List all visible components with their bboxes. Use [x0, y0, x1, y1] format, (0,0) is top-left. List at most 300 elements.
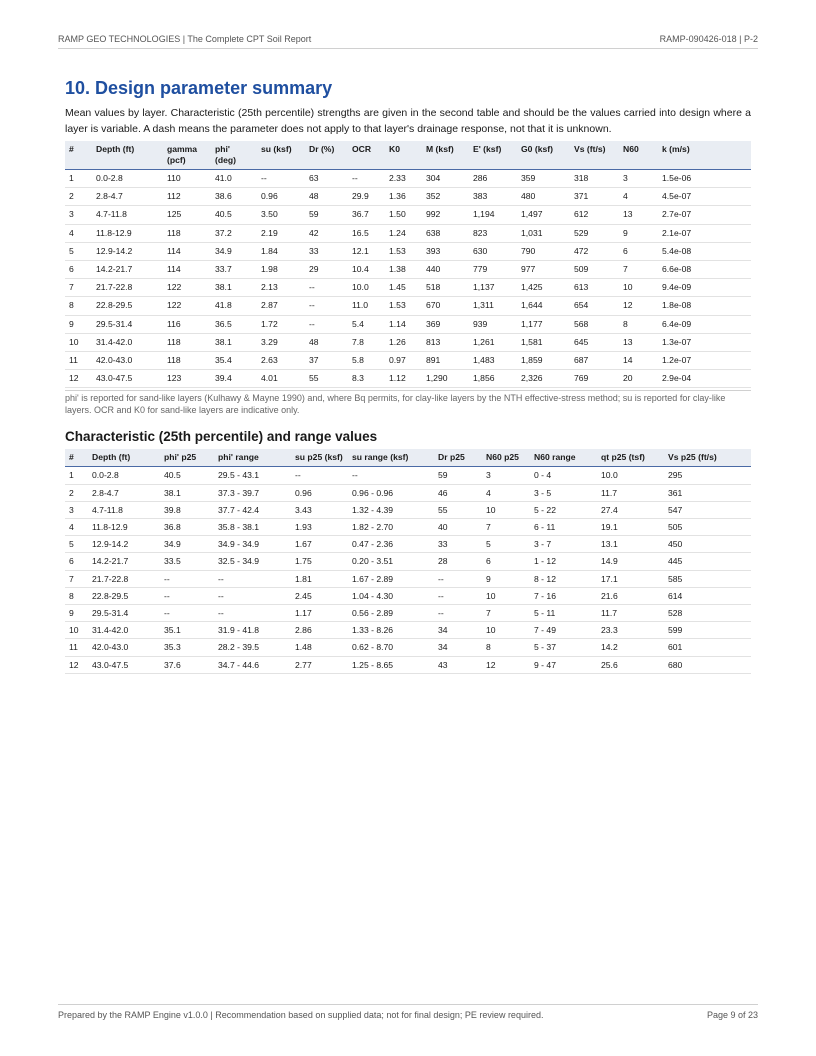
table-row: [65, 639, 751, 656]
table-cell: 5.8: [348, 352, 385, 370]
table-cell: 5.4: [348, 315, 385, 333]
table-cell: 14.9: [597, 553, 664, 570]
table-cell: 123: [163, 370, 211, 388]
table-cell: 670: [422, 297, 469, 315]
table-cell: 37.7 - 42.4: [214, 501, 291, 518]
table-cell: 31.4-42.0: [92, 333, 163, 351]
table-row: [65, 656, 751, 673]
table-cell: 33.5: [160, 553, 214, 570]
table-row: [65, 279, 751, 297]
table-cell: 2.87: [257, 297, 305, 315]
table-cell: 7: [65, 279, 92, 297]
table-row: [65, 553, 751, 570]
table-cell: 2: [65, 484, 88, 501]
table-cell: 10: [65, 622, 88, 639]
table-cell: 1.33 - 8.26: [348, 622, 434, 639]
column-header: M (ksf): [422, 141, 469, 170]
table-cell: 36.8: [160, 519, 214, 536]
table-row: [65, 587, 751, 604]
table-cell: 304: [422, 170, 469, 188]
table-cell: 32.5 - 34.9: [214, 553, 291, 570]
table-cell: 638: [422, 224, 469, 242]
table-cell: 369: [422, 315, 469, 333]
table-cell: 8.3: [348, 370, 385, 388]
table-cell: 12.9-14.2: [88, 536, 160, 553]
table-cell: 2.7e-07: [658, 206, 751, 224]
table-cell: 939: [469, 315, 517, 333]
table-cell: 34.9: [211, 242, 257, 260]
table-cell: 6.6e-08: [658, 261, 751, 279]
table-cell: 40.5: [211, 206, 257, 224]
table-cell: 4.01: [257, 370, 305, 388]
table-cell: 480: [517, 188, 570, 206]
table-cell: 40.5: [160, 467, 214, 484]
table-row: [65, 333, 751, 351]
table-row: [65, 519, 751, 536]
table-cell: 43.0-47.5: [92, 370, 163, 388]
table-cell: 12: [65, 656, 88, 673]
table-cell: 509: [570, 261, 619, 279]
table-cell: 125: [163, 206, 211, 224]
table-cell: 19.1: [597, 519, 664, 536]
table-cell: 2.77: [291, 656, 348, 673]
table-cell: 3.29: [257, 333, 305, 351]
table-cell: 38.1: [160, 484, 214, 501]
table-cell: --: [214, 587, 291, 604]
table-cell: 645: [570, 333, 619, 351]
table-cell: 48: [305, 333, 348, 351]
table-cell: 34.9 - 34.9: [214, 536, 291, 553]
table-cell: 11.8-12.9: [92, 224, 163, 242]
table-cell: 35.3: [160, 639, 214, 656]
table-cell: 0.96: [257, 188, 305, 206]
table-cell: 38.1: [211, 279, 257, 297]
table-cell: 1.53: [385, 242, 422, 260]
table-cell: 1.3e-07: [658, 333, 751, 351]
table-cell: 118: [163, 333, 211, 351]
table-cell: 599: [664, 622, 751, 639]
table-cell: 1.82 - 2.70: [348, 519, 434, 536]
table-cell: 2.8-4.7: [92, 188, 163, 206]
table-cell: 16.5: [348, 224, 385, 242]
table-row: [65, 315, 751, 333]
table-cell: 14: [619, 352, 658, 370]
table-cell: 10.4: [348, 261, 385, 279]
table-cell: 37.6: [160, 656, 214, 673]
table-cell: 5 - 37: [530, 639, 597, 656]
table-cell: 585: [664, 570, 751, 587]
table-cell: 4: [65, 519, 88, 536]
table-cell: 35.8 - 38.1: [214, 519, 291, 536]
table-cell: 568: [570, 315, 619, 333]
table-cell: 601: [664, 639, 751, 656]
column-header: N60 range: [530, 449, 597, 467]
table-cell: 5.4e-08: [658, 242, 751, 260]
table-cell: 14.2: [597, 639, 664, 656]
table-cell: 43: [434, 656, 482, 673]
table-cell: 1.48: [291, 639, 348, 656]
table-cell: 112: [163, 188, 211, 206]
table-header-row: [65, 449, 751, 467]
table-cell: 0.47 - 2.36: [348, 536, 434, 553]
table-cell: --: [214, 570, 291, 587]
table-cell: 59: [434, 467, 482, 484]
table-cell: 0 - 4: [530, 467, 597, 484]
table-cell: 613: [570, 279, 619, 297]
table-cell: 42: [305, 224, 348, 242]
column-header: Depth (ft): [88, 449, 160, 467]
table-cell: 1: [65, 467, 88, 484]
table-cell: 0.56 - 2.89: [348, 605, 434, 622]
table-cell: 4: [482, 484, 530, 501]
table-cell: 10: [65, 333, 92, 351]
table-cell: 7: [65, 570, 88, 587]
table-cell: 14.2-21.7: [88, 553, 160, 570]
table-cell: 5: [65, 536, 88, 553]
table-cell: 2.86: [291, 622, 348, 639]
table-cell: 1.93: [291, 519, 348, 536]
table-cell: 518: [422, 279, 469, 297]
table-cell: 1,137: [469, 279, 517, 297]
table-cell: 977: [517, 261, 570, 279]
table-cell: 1.32 - 4.39: [348, 501, 434, 518]
characteristic-table-title: Characteristic (25th percentile) and range values: [65, 429, 378, 445]
table-header-row: [65, 141, 751, 170]
table-cell: 1.24: [385, 224, 422, 242]
table-cell: 1,483: [469, 352, 517, 370]
table-cell: 33: [305, 242, 348, 260]
column-header: phi' p25: [160, 449, 214, 467]
table-cell: 10: [482, 501, 530, 518]
table-cell: 39.4: [211, 370, 257, 388]
table-cell: 35.4: [211, 352, 257, 370]
table-cell: 2.33: [385, 170, 422, 188]
table-cell: 1,859: [517, 352, 570, 370]
table-cell: 3: [482, 467, 530, 484]
column-header: Vs p25 (ft/s): [664, 449, 751, 467]
table-cell: 1,856: [469, 370, 517, 388]
table-cell: 35.1: [160, 622, 214, 639]
table-cell: 29: [305, 261, 348, 279]
column-header: su p25 (ksf): [291, 449, 348, 467]
page-footer: [58, 1004, 758, 1020]
table-cell: 1.2e-07: [658, 352, 751, 370]
table-cell: 9: [482, 570, 530, 587]
table-cell: 46: [434, 484, 482, 501]
table-row: [65, 484, 751, 501]
table-note: phi' is reported for sand-like layers (Kulhawy & Mayne 1990) and, where Bq permits, for clay-like layers by the NTH effective-stress method; su is reported for clay-like layers. OCR and K0 for sand-like layers are indicative only.: [65, 390, 751, 416]
table-row: [65, 242, 751, 260]
table-cell: 20: [619, 370, 658, 388]
table-cell: 34.7 - 44.6: [214, 656, 291, 673]
table-cell: 7: [482, 605, 530, 622]
column-header: Depth (ft): [92, 141, 163, 170]
table-cell: 1,581: [517, 333, 570, 351]
table-row: [65, 467, 751, 484]
table-cell: 8: [619, 315, 658, 333]
table-cell: 9: [65, 605, 88, 622]
table-cell: 1.25 - 8.65: [348, 656, 434, 673]
table-row: [65, 622, 751, 639]
table-cell: --: [305, 297, 348, 315]
table-cell: 116: [163, 315, 211, 333]
table-cell: 114: [163, 261, 211, 279]
table-cell: 371: [570, 188, 619, 206]
table-cell: 1.14: [385, 315, 422, 333]
table-cell: 63: [305, 170, 348, 188]
table-cell: 33.7: [211, 261, 257, 279]
table-cell: 286: [469, 170, 517, 188]
table-cell: 1.75: [291, 553, 348, 570]
table-cell: 505: [664, 519, 751, 536]
table-cell: 361: [664, 484, 751, 501]
table-cell: 0.96: [291, 484, 348, 501]
table-cell: 38.1: [211, 333, 257, 351]
table-cell: 12: [482, 656, 530, 673]
table-cell: 1.72: [257, 315, 305, 333]
table-row: [65, 605, 751, 622]
table-cell: 992: [422, 206, 469, 224]
table-cell: 1.98: [257, 261, 305, 279]
table-cell: --: [434, 570, 482, 587]
table-cell: 28.2 - 39.5: [214, 639, 291, 656]
table-cell: 790: [517, 242, 570, 260]
table-cell: 9: [619, 224, 658, 242]
table-cell: 4.7-11.8: [88, 501, 160, 518]
table-cell: 55: [305, 370, 348, 388]
table-row: [65, 536, 751, 553]
table-cell: 10: [482, 587, 530, 604]
table-cell: 1,497: [517, 206, 570, 224]
table-cell: 4: [619, 188, 658, 206]
table-cell: 27.4: [597, 501, 664, 518]
table-cell: 654: [570, 297, 619, 315]
table-cell: 352: [422, 188, 469, 206]
table-cell: 9.4e-09: [658, 279, 751, 297]
column-header: gamma (pcf): [163, 141, 211, 170]
table-cell: 1,031: [517, 224, 570, 242]
table-cell: 37.3 - 39.7: [214, 484, 291, 501]
table-cell: 1.17: [291, 605, 348, 622]
table-cell: 9 - 47: [530, 656, 597, 673]
table-cell: --: [434, 605, 482, 622]
column-header: k (m/s): [658, 141, 751, 170]
table-cell: 8: [482, 639, 530, 656]
table-cell: 1.45: [385, 279, 422, 297]
table-cell: 55: [434, 501, 482, 518]
table-cell: 22.8-29.5: [88, 587, 160, 604]
column-header: E' (ksf): [469, 141, 517, 170]
table-cell: 41.0: [211, 170, 257, 188]
table-cell: --: [348, 170, 385, 188]
table-cell: 2.19: [257, 224, 305, 242]
table-cell: --: [257, 170, 305, 188]
table-cell: 7.8: [348, 333, 385, 351]
table-cell: --: [305, 279, 348, 297]
table-row: [65, 261, 751, 279]
header-right: RAMP-090426-018 | P-2: [659, 34, 758, 44]
table-cell: --: [305, 315, 348, 333]
table-cell: 8 - 12: [530, 570, 597, 587]
column-header: N60 p25: [482, 449, 530, 467]
column-header: #: [65, 449, 88, 467]
table-cell: 2.1e-07: [658, 224, 751, 242]
table-cell: 25.6: [597, 656, 664, 673]
table-cell: 13.1: [597, 536, 664, 553]
section-intro: Mean values by layer. Characteristic (25th percentile) strengths are given in the second table and should be the values carried into design where a layer is variable. A dash means the parameter does not apply to that layer's drainage response, not that it is unknown.: [65, 107, 751, 135]
table-row: [65, 170, 751, 188]
table-cell: 1.36: [385, 188, 422, 206]
column-header: G0 (ksf): [517, 141, 570, 170]
table-cell: 2.63: [257, 352, 305, 370]
table-cell: 38.6: [211, 188, 257, 206]
column-header: OCR: [348, 141, 385, 170]
table-cell: 12.9-14.2: [92, 242, 163, 260]
table-cell: 22.8-29.5: [92, 297, 163, 315]
table-cell: 1.5e-06: [658, 170, 751, 188]
table-cell: 3.43: [291, 501, 348, 518]
table-cell: 40: [434, 519, 482, 536]
table-cell: 528: [664, 605, 751, 622]
table-cell: 2,326: [517, 370, 570, 388]
column-header: phi' (deg): [211, 141, 257, 170]
column-header: K0: [385, 141, 422, 170]
table-cell: 2: [65, 188, 92, 206]
table-cell: 1.50: [385, 206, 422, 224]
table-cell: 21.7-22.8: [92, 279, 163, 297]
table-cell: 1.12: [385, 370, 422, 388]
table-cell: 2.8-4.7: [88, 484, 160, 501]
table-cell: 4.5e-07: [658, 188, 751, 206]
table-cell: 3: [65, 206, 92, 224]
table-cell: 359: [517, 170, 570, 188]
table-cell: 0.96 - 0.96: [348, 484, 434, 501]
table-cell: 11.7: [597, 484, 664, 501]
table-cell: 2.9e-04: [658, 370, 751, 388]
table-cell: 680: [664, 656, 751, 673]
table-cell: 122: [163, 297, 211, 315]
table-cell: 3 - 7: [530, 536, 597, 553]
table-cell: 21.7-22.8: [88, 570, 160, 587]
table-cell: 1,290: [422, 370, 469, 388]
table-cell: --: [160, 587, 214, 604]
table-cell: 295: [664, 467, 751, 484]
main-content: [65, 77, 751, 674]
table-cell: 1.67 - 2.89: [348, 570, 434, 587]
table-cell: 891: [422, 352, 469, 370]
column-header: #: [65, 141, 92, 170]
table-cell: --: [348, 467, 434, 484]
table-cell: 39.8: [160, 501, 214, 518]
table-cell: 6 - 11: [530, 519, 597, 536]
table-cell: 14.2-21.7: [92, 261, 163, 279]
table-cell: 7: [482, 519, 530, 536]
table-cell: 12: [65, 370, 92, 388]
table-cell: 5 - 22: [530, 501, 597, 518]
mean-values-table: [65, 141, 751, 388]
table-cell: 29.5-31.4: [88, 605, 160, 622]
table-cell: 48: [305, 188, 348, 206]
table-cell: 0.0-2.8: [88, 467, 160, 484]
table-cell: 110: [163, 170, 211, 188]
table-cell: 1,644: [517, 297, 570, 315]
table-cell: 11.8-12.9: [88, 519, 160, 536]
table-cell: 1 - 12: [530, 553, 597, 570]
table-cell: 43.0-47.5: [88, 656, 160, 673]
table-cell: 10: [482, 622, 530, 639]
table-row: [65, 224, 751, 242]
column-header: N60: [619, 141, 658, 170]
table-cell: 0.20 - 3.51: [348, 553, 434, 570]
table-cell: 1,194: [469, 206, 517, 224]
table-cell: 547: [664, 501, 751, 518]
table-cell: 0.0-2.8: [92, 170, 163, 188]
column-header: Dr (%): [305, 141, 348, 170]
table-cell: 1.53: [385, 297, 422, 315]
table-cell: 37.2: [211, 224, 257, 242]
table-row: [65, 297, 751, 315]
table-cell: 11: [65, 352, 92, 370]
table-cell: 12.1: [348, 242, 385, 260]
table-cell: 1,425: [517, 279, 570, 297]
table-cell: 17.1: [597, 570, 664, 587]
table-cell: 687: [570, 352, 619, 370]
table-cell: 6.4e-09: [658, 315, 751, 333]
table-cell: 318: [570, 170, 619, 188]
table-cell: 33: [434, 536, 482, 553]
table-cell: 114: [163, 242, 211, 260]
table-cell: 5 - 11: [530, 605, 597, 622]
table-cell: 6: [65, 261, 92, 279]
column-header: qt p25 (tsf): [597, 449, 664, 467]
table-cell: 29.5 - 43.1: [214, 467, 291, 484]
table-cell: 612: [570, 206, 619, 224]
column-header: Dr p25: [434, 449, 482, 467]
table-cell: 29.9: [348, 188, 385, 206]
table-cell: 3.50: [257, 206, 305, 224]
table-cell: 1.81: [291, 570, 348, 587]
table-cell: 10.0: [348, 279, 385, 297]
table-row: [65, 570, 751, 587]
table-cell: 393: [422, 242, 469, 260]
table-cell: --: [214, 605, 291, 622]
table-cell: 813: [422, 333, 469, 351]
table-cell: 122: [163, 279, 211, 297]
table-cell: 0.97: [385, 352, 422, 370]
table-cell: 21.6: [597, 587, 664, 604]
table-cell: 36.5: [211, 315, 257, 333]
table-cell: 34.9: [160, 536, 214, 553]
table-cell: 2.45: [291, 587, 348, 604]
table-cell: 3: [65, 501, 88, 518]
table-cell: 6: [482, 553, 530, 570]
table-cell: 23.3: [597, 622, 664, 639]
table-cell: 10: [619, 279, 658, 297]
table-cell: 11.7: [597, 605, 664, 622]
section-title: 10. Design parameter summary: [65, 78, 333, 98]
table-cell: 3: [619, 170, 658, 188]
table-cell: 472: [570, 242, 619, 260]
table-cell: 1,261: [469, 333, 517, 351]
table-cell: 823: [469, 224, 517, 242]
table-cell: 118: [163, 224, 211, 242]
table-cell: 10.0: [597, 467, 664, 484]
table-cell: 6: [619, 242, 658, 260]
table-cell: 3 - 5: [530, 484, 597, 501]
table-cell: 34: [434, 622, 482, 639]
page-header: [58, 34, 758, 49]
header-left: RAMP GEO TECHNOLOGIES | The Complete CPT Soil Report: [58, 34, 312, 44]
